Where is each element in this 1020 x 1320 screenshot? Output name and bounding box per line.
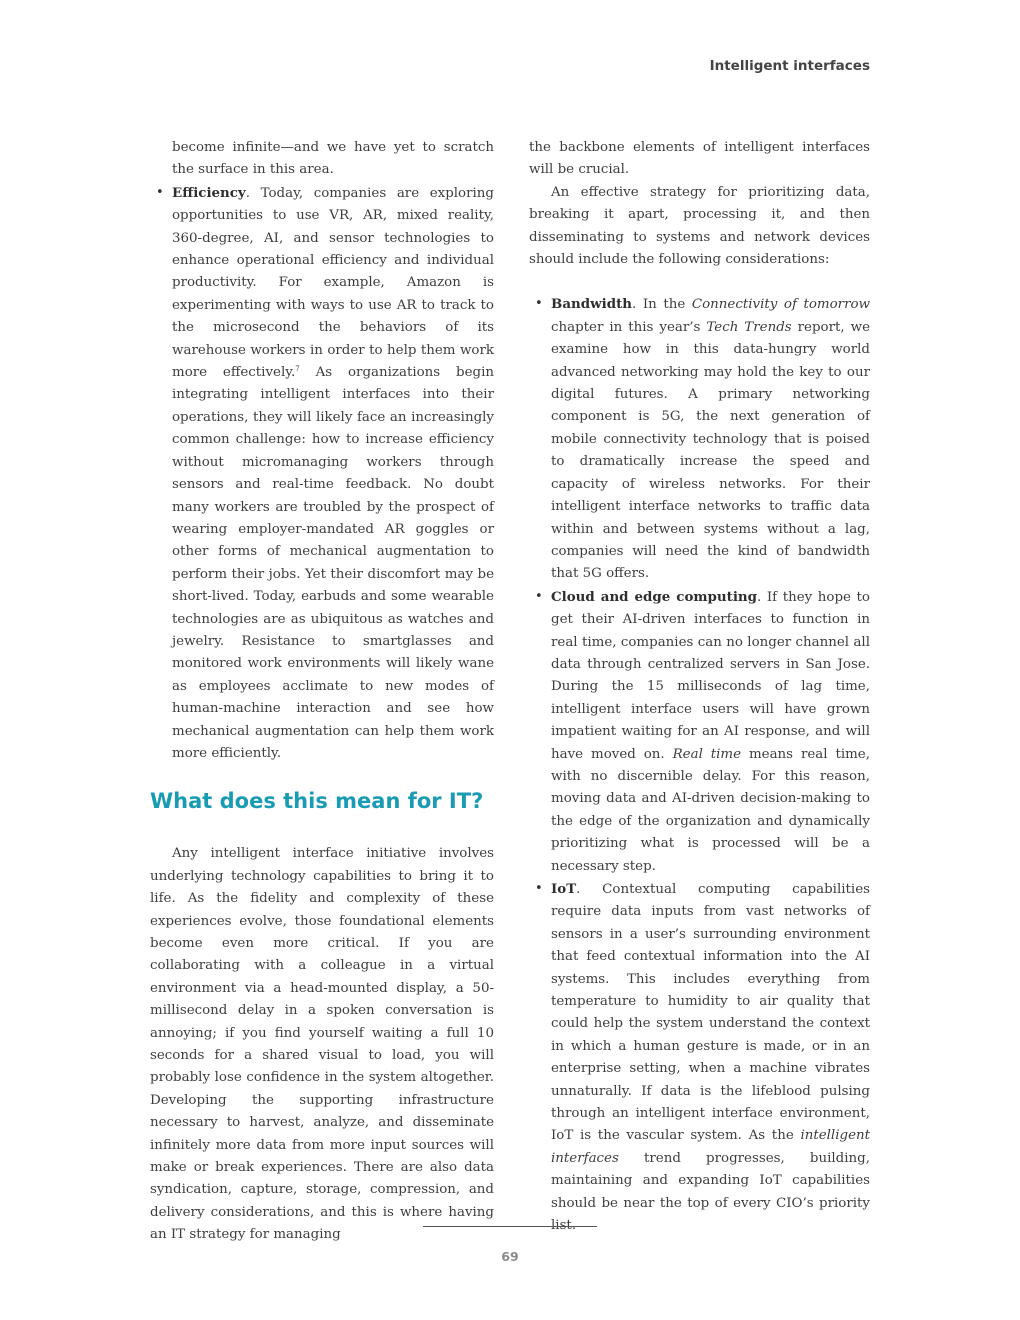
footer-divider bbox=[423, 1226, 597, 1227]
left-bullet-list bbox=[150, 182, 494, 766]
cloud-edge-emphasis: Real time bbox=[672, 746, 742, 762]
bandwidth-text-3: report, we examine how in this data-hungry world advanced networking may hold the key to our digital futures. A primary networking component is 5G, the next generation of mobile connectivity technology that is poised to dramatically increase the speed and capacity of wireless networks. For their intelligent interface networks to traffic data within and between systems without a lag, companies will need the kind of bandwidth that 5G offers. bbox=[551, 319, 870, 582]
paragraph-gap bbox=[529, 271, 870, 293]
right-continuation-text: the backbone elements of intelligent interfaces will be crucial. bbox=[529, 140, 870, 178]
bandwidth-text: . In the bbox=[632, 297, 692, 313]
cloud-edge-text-2: means real time, with no discernible delay. For this reason, moving data and AI-driven decision-making to the edge of the organization and dynamically prioritizing what is processed will be a necessary step. bbox=[551, 746, 870, 874]
page-number: 69 bbox=[501, 1249, 519, 1264]
efficiency-text: . Today, companies are exploring opportunities to use VR, AR, mixed reality, 360-degree, AI, and sensor technologies to enhance operational efficiency and individual productivity. For example, Amazon is experimenting with ways to use AR to track to the microsecond the behaviors of its warehouse workers in order to help them work more effectively. bbox=[172, 185, 494, 381]
section-heading: What does this mean for IT? bbox=[150, 789, 484, 814]
bandwidth-bullet bbox=[529, 293, 870, 585]
bandwidth-chapter-title: Connectivity of tomorrow bbox=[691, 297, 871, 313]
bandwidth-text-2: chapter in this year’s bbox=[551, 319, 707, 335]
iot-term: IoT bbox=[551, 881, 577, 897]
efficiency-bullet bbox=[150, 182, 494, 766]
efficiency-term: Efficiency bbox=[172, 184, 246, 201]
cloud-edge-text: . If they hope to get their AI-driven interfaces to function in real time, companies can no longer channel all data through centralized servers in San Jose. During the 15 milliseconds of lag time, intelligent interface users will have grown impatient waiting for an AI response, and will have moved on. bbox=[551, 589, 870, 762]
iot-trend-name: intelligent interfaces bbox=[551, 1128, 870, 1166]
running-title: Intelligent interfaces bbox=[709, 58, 870, 74]
considerations-list bbox=[529, 293, 870, 1237]
bandwidth-report-title: Tech Trends bbox=[706, 319, 792, 335]
strategy-paragraph: An effective strategy for prioritizing data, breaking it apart, processing it, and then disseminating to systems and network devices should include the following considerations: bbox=[529, 184, 870, 268]
efficiency-text-continued: As organizations begin integrating intelligent interfaces into their operations, they will likely face an increasingly common challenge: how to increase efficiency without micromanaging workers through sensors and real-time feedback. No doubt many workers are troubled by the prospect of wearing employer-mandated AR goggles or other forms of mechanical augmentation to perform their jobs. Yet their discomfort may be short-lived. Today, earbuds and some wearable technologies are as ubiquitous as watches and jewelry. Resistance to smartglasses and monitored work environments will likely wane as employees acclimate to new modes of human-machine interaction and see how mechanical augmentation can help them work more efficiently. bbox=[172, 365, 494, 761]
right-column bbox=[529, 137, 870, 1238]
iot-text-2: trend progresses, building, maintaining and expanding IoT capabilities should be near the top of every CIO’s priority list. bbox=[551, 1150, 870, 1234]
section-paragraph: Any intelligent interface initiative involves underlying technology capabilities to bring it to life. As the fidelity and complexity of these experiences evolve, those foundational elements become even more critical. If you are collaborating with a colleague in a virtual environment via a head-mounted display, a 50-millisecond delay in a spoken conversation is annoying; if you find yourself waiting a full 10 seconds for a shared visual to load, you will probably lose confidence in the system altogether. Developing the supporting infrastructure necessary to harvest, analyze, and disseminate infinitely more data from more input sources will make or break experiences. There are also data syndication, capture, storage, compression, and delivery considerations, and this is where having an IT strategy for managing bbox=[150, 846, 494, 1243]
left-column bbox=[150, 137, 494, 1247]
cloud-edge-bullet bbox=[529, 586, 870, 878]
left-continuation-text: become infinite—and we have yet to scratch the surface in this area. bbox=[172, 140, 494, 178]
bandwidth-term: Bandwidth bbox=[551, 296, 632, 313]
iot-text: . Contextual computing capabilities require data inputs from vast networks of sensors in a user’s surrounding environment that feed contextual information into the AI systems. This includes everything from temperature to humidity to air quality that could help the system understand the context in which a human gesture is made, or in an enterprise setting, when a machine vibrates unnaturally. If data is the lifeblood pulsing through an intelligent interface environment, IoT is the vascular system. As the bbox=[551, 882, 870, 1144]
iot-bullet bbox=[529, 878, 870, 1238]
endnote-marker[interactable]: 7 bbox=[295, 365, 300, 374]
cloud-edge-term: Cloud and edge computing bbox=[551, 588, 758, 605]
